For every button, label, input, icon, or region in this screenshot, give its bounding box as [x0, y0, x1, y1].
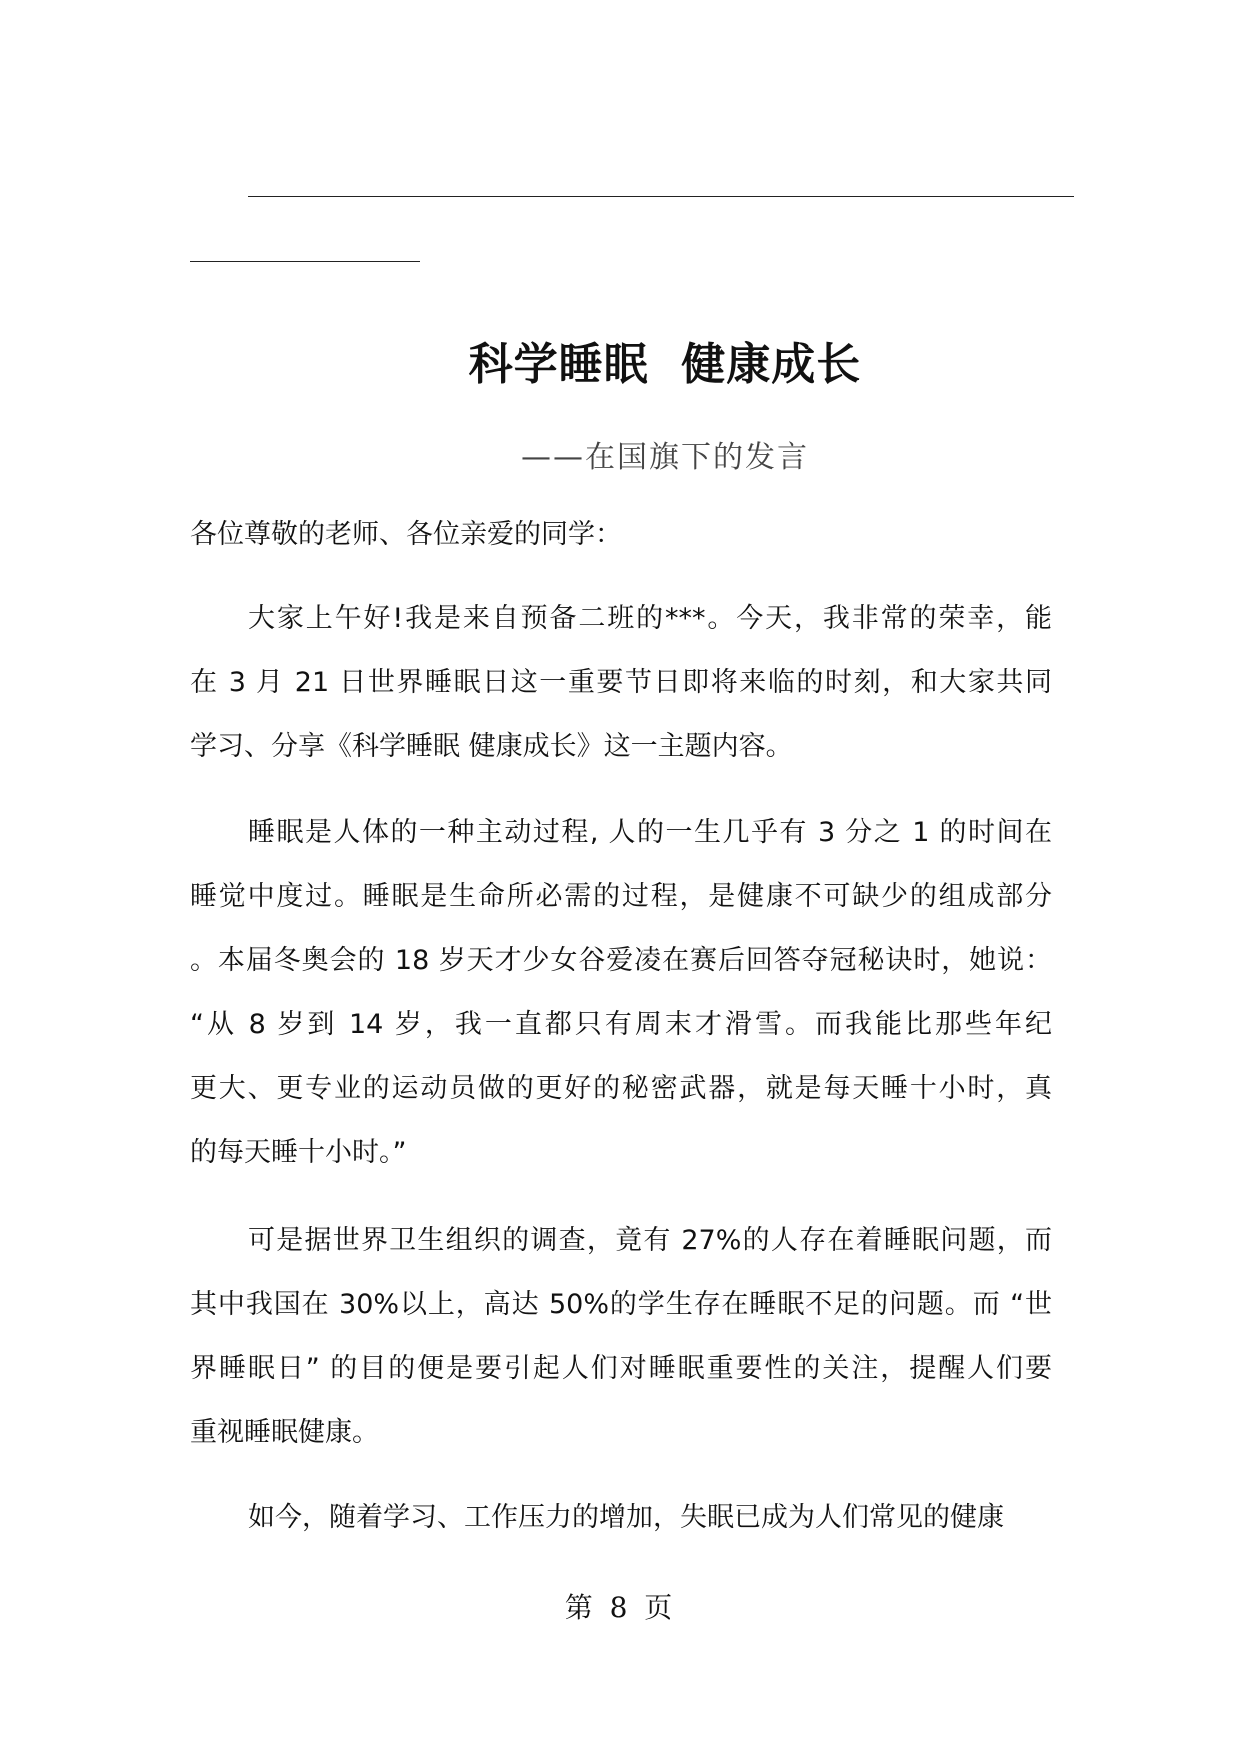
document-title: 科学睡眠 健康成长	[468, 339, 862, 390]
paragraph-line: 重视睡眠健康。	[190, 1417, 379, 1448]
paragraph-2	[190, 801, 1052, 1185]
paragraph-line: 在 3 月 21 日世界睡眠日这一重要节日即将来临的时刻，和大家共同	[190, 667, 1052, 698]
paragraph-line: 界睡眠日” 的目的便是要引起人们对睡眠重要性的关注，提醒人们要	[190, 1353, 1052, 1384]
page-number: 第 8 页	[564, 1591, 677, 1624]
paragraph-line: 睡眠是人体的一种主动过程, 人的一生几乎有 3 分之 1 的时间在	[248, 817, 1052, 848]
paragraph-1	[190, 587, 1052, 779]
paragraph-4	[190, 1486, 1052, 1550]
paragraph-line: 更大、更专业的运动员做的更好的秘密武器，就是每天睡十小时，真	[190, 1073, 1052, 1104]
paragraph-line: 可是据世界卫生组织的调查，竟有 27%的人存在着睡眠问题，而	[248, 1225, 1052, 1256]
paragraph-line: 睡觉中度过。睡眠是生命所必需的过程，是健康不可缺少的组成部分	[190, 881, 1052, 912]
paragraph-line: 。本届冬奥会的 18 岁天才少女谷爱凌在赛后回答夺冠秘诀时，她说：	[190, 945, 1052, 976]
paragraph-line: 大家上午好!我是来自预备二班的***。今天，我非常的荣幸，能	[248, 603, 1052, 634]
header-rule-top	[248, 196, 1074, 197]
paragraph-3	[190, 1209, 1052, 1465]
paragraph-line: 的每天睡十小时。”	[190, 1137, 407, 1168]
paragraph-line: “从 8 岁到 14 岁，我一直都只有周末才滑雪。而我能比那些年纪	[190, 1009, 1052, 1040]
document-subtitle: ——在国旗下的发言	[521, 440, 809, 475]
paragraph-line: 如今，随着学习、工作压力的增加，失眠已成为人们常见的健康	[248, 1502, 1004, 1533]
greeting-line: 各位尊敬的老师、各位亲爱的同学：	[190, 519, 622, 550]
paragraph-line: 学习、分享《科学睡眠 健康成长》这一主题内容。	[190, 731, 793, 762]
header-rule-bottom	[190, 261, 420, 262]
paragraph-line: 其中我国在 30%以上，高达 50%的学生存在睡眠不足的问题。而 “世	[190, 1289, 1052, 1320]
